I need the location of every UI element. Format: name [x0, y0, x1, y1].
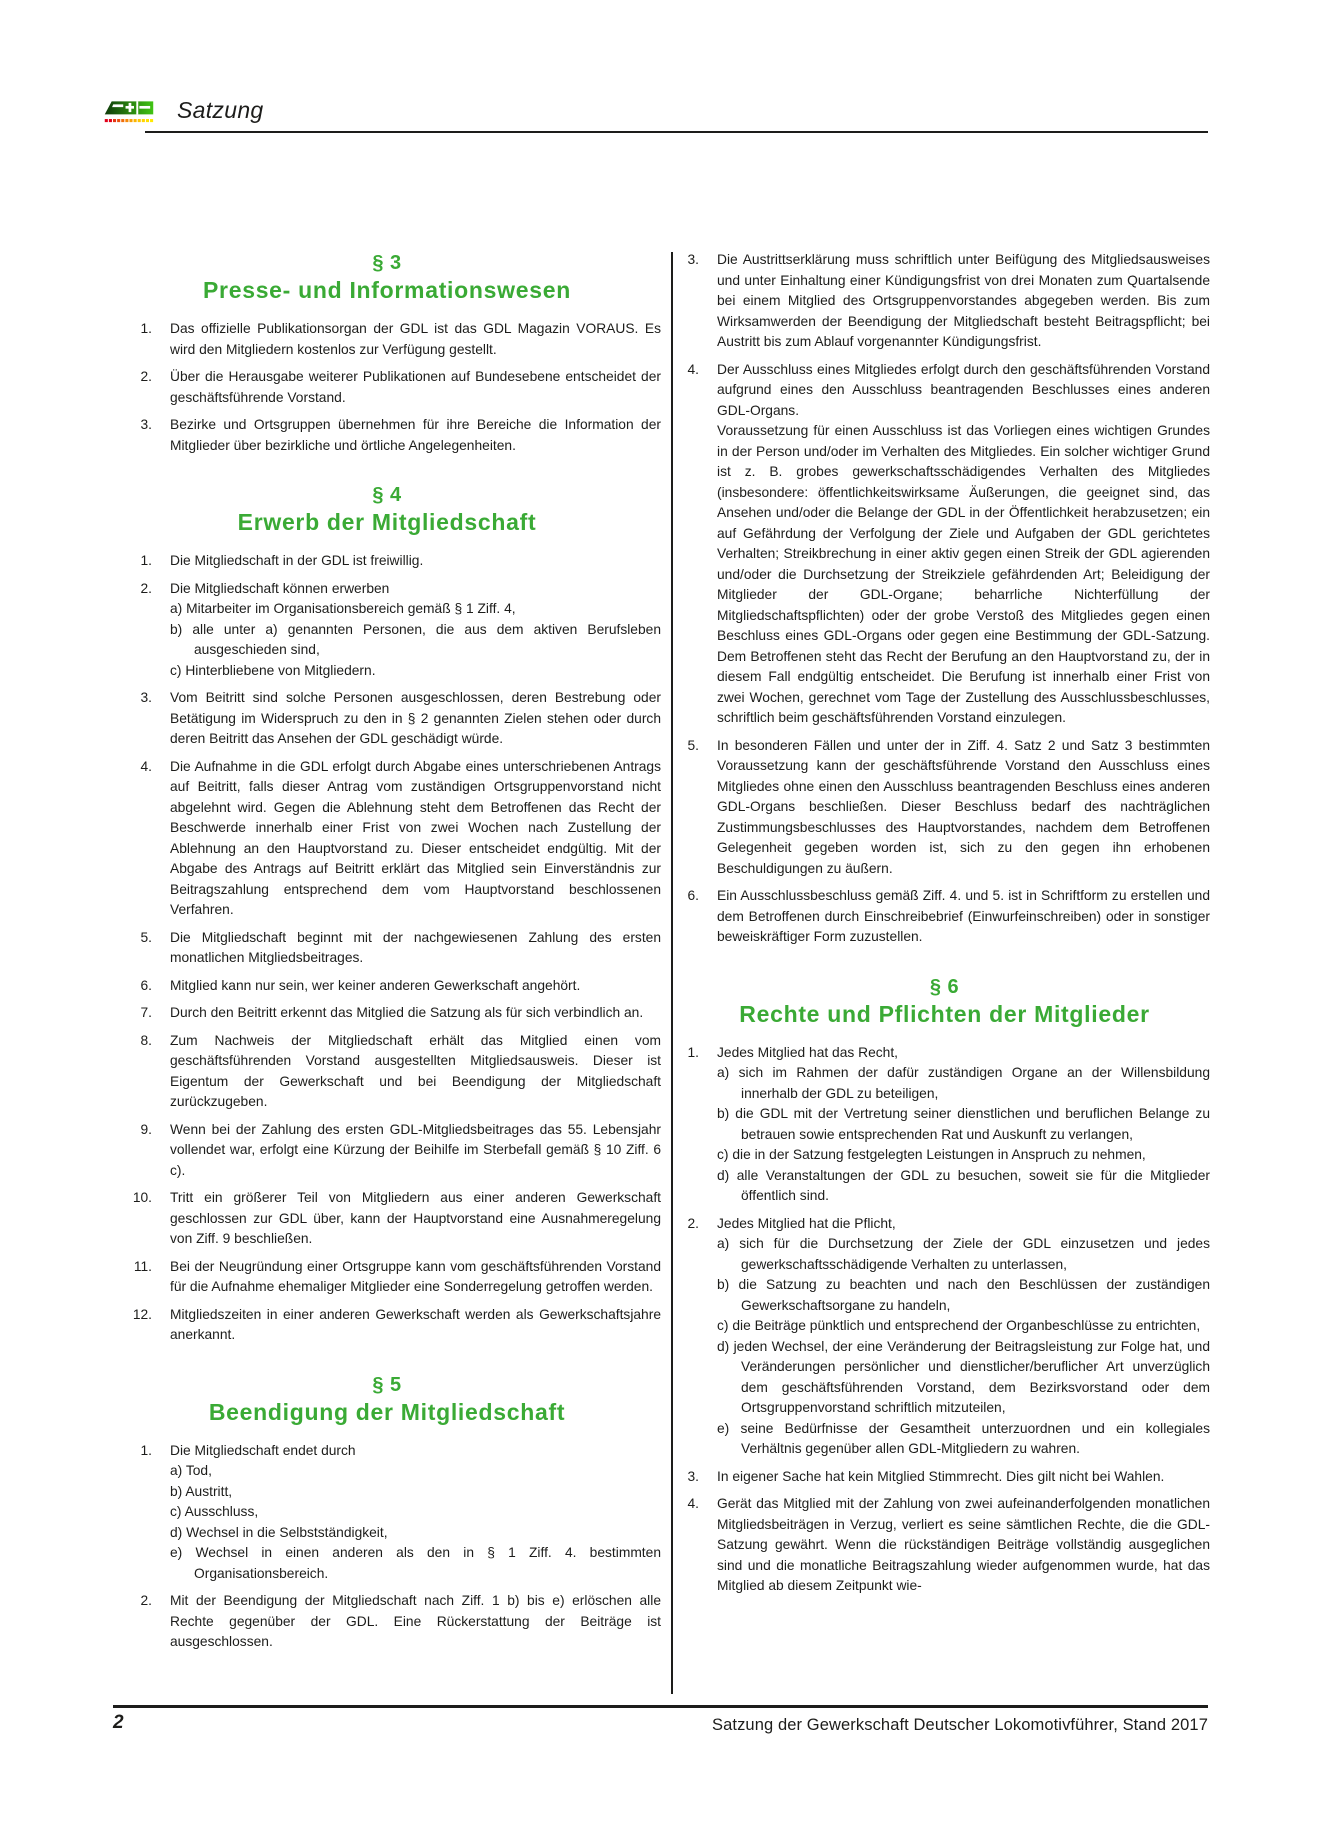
item-text: Die Mitgliedschaft beginnt mit der nachgewiesenen Zahlung des ersten monatlichen Mitgliedsbeitrages.: [170, 929, 661, 965]
item-number: 6.: [687, 888, 699, 903]
sub-item: a) sich im Rahmen der dafür zuständigen Organe an der Willensbildung innerhalb der GDL zu beteiligen,: [717, 1065, 1210, 1101]
item-number: 2.: [687, 1215, 699, 1231]
item-text: Durch den Beitritt erkennt das Mitglied die Satzung als für sich verbindlich an.: [170, 1005, 644, 1020]
item-text: Ein Ausschlussbeschluss gemäß Ziff. 4. und 5. ist in Schriftform zu erstellen und dem Betroffenen durch Einschreibebrief (Einwurfeinschreiben) oder in sonstiger beweiskräftiger Form zuzustellen.: [717, 888, 1210, 944]
item-body: [717, 736, 1210, 880]
item-body: [170, 1257, 661, 1298]
sub-item: d) Wechsel in die Selbstständigkeit,: [170, 1524, 388, 1540]
list-item: [113, 976, 661, 997]
item-body: [170, 1441, 661, 1585]
list-item: [679, 886, 1210, 948]
sub-item: d) alle Veranstaltungen der GDL zu besuchen, soweit sie für die Mitglieder öffentlich sind.: [717, 1167, 1210, 1203]
page-header-title: Satzung: [177, 97, 264, 123]
list-item: [113, 1031, 661, 1113]
item-body: [717, 1043, 1210, 1207]
list-item: [113, 1305, 661, 1346]
item-body: [170, 928, 661, 969]
item-number: 3.: [140, 417, 152, 432]
item-body: [170, 1003, 661, 1024]
section-title: Beendigung der Mitgliedschaft: [208, 1398, 566, 1425]
item-body: [170, 976, 661, 997]
list-item: [113, 1591, 661, 1653]
item-number: 1.: [687, 1044, 699, 1060]
list-item: [679, 736, 1210, 880]
item-text: Vom Beitritt sind solche Personen ausgeschlossen, deren Bestrebung oder Betätigung im Widerspruch zu den in § 2 genannten Zielen stehen oder durch deren Beitritt das Ansehen der GDL geschädigt würde.: [170, 690, 661, 746]
list-item: [113, 1120, 661, 1182]
section-heading: [679, 976, 1210, 1029]
logo-square: [105, 119, 108, 122]
section-heading: [113, 1374, 661, 1427]
item-text: Die Mitgliedschaft endet durch: [170, 1442, 356, 1458]
item-body: [170, 757, 661, 921]
section-number: § 4: [372, 484, 402, 506]
item-text: Gerät das Mitglied mit der Zahlung von zwei aufeinanderfolgenden monatlichen Mitgliedsbeiträgen in Verzug, verliert es seine sämtlichen Rechte, die die GDL-Satzung gewährt. Wenn die rückständigen Beiträge vollständig ausgeglichen sind und die monatliche Beitragszahlung wieder aufgenommen wurde, hat das Mitglied ab diesem Zeitpunkt wie-: [717, 1496, 1210, 1593]
item-body: [170, 1188, 661, 1250]
item-number: 2.: [140, 1593, 152, 1608]
logo-square: [113, 119, 116, 122]
sub-item: e) Wechsel in einen anderen als den in § 1 Ziff. 4. bestimmten Organisationsbereich.: [170, 1545, 661, 1581]
item-number: 11.: [133, 1258, 152, 1274]
item-number: 3.: [687, 1468, 699, 1484]
section-number: § 3: [372, 252, 402, 274]
item-text: In besonderen Fällen und unter der in Ziff. 4. Satz 2 und Satz 3 bestimmten Voraussetzung kann der geschäftsführende Vorstand den Ausschluss eines Mitgliedes ohne einen den Ausschluss beantragenden Beschluss eines anderen GDL-Organs beschließen. Dieser Beschluss bedarf des nachträglichen Zustimmungsbeschlusses des Hauptvorstandes, nachdem dem Betroffenen Gelegenheit gegeben worden ist, sich zu den gegen ihn erhobenen Beschuldigungen zu äußern.: [717, 737, 1210, 876]
section-title: Rechte und Pflichten der Mitglieder: [739, 1000, 1150, 1027]
item-number: 2.: [140, 580, 152, 596]
list-item: [113, 1003, 661, 1024]
list-item: [679, 1494, 1210, 1597]
item-text: Voraussetzung für einen Ausschluss ist das Vorliegen eines wichtigen Grundes in der Person und/oder im Verhalten des Mitgliedes. Ein solcher wichtiger Grund ist z. B. grobes gewerkschaftsschädigendes Verhalten des Mitgliedes (insbesondere: öffentlichkeitswirksame Äußerungen, die geeignet sind, das Ansehen und/oder die Belange der GDL in der Öffentlichkeit herabzusetzen; ein auf Gefährdung der Verfolgung der Ziele und Aufgaben der GDL gerichtetes Verhalten; Streikbrechung in einer aktiv gegen einen Streik der GDL agierenden und/oder die Durchsetzung der Streikziele gefährdenden Art; Beleidigung der Mitglieder der GDL-Organe; beharrliche Nichterfüllung der Mitgliedschaftspflichten) oder der grobe Verstoß des Mitgliedes gegen einen Beschluss eines GDL-Organs oder gegen eine Bestimmung der GDL-Satzung. Dem Betroffenen steht das Recht der Berufung an den Hauptvorstand zu, der in diesem Fall endgültig entscheidet. Die Berufung ist innerhalb einer Frist von zwei Wochen, gerechnet vom Tage der Zustellung des Ausschlussbeschlusses, schriftlich beim geschäftsführenden Vorstand einzulegen.: [717, 423, 1210, 725]
sub-item: a) Tod,: [170, 1463, 212, 1478]
item-body: [170, 551, 661, 572]
logo-square: [129, 119, 132, 122]
sub-item: b) Austritt,: [170, 1483, 233, 1499]
section-number: § 6: [929, 975, 960, 998]
logo-square: [121, 119, 124, 122]
logo-square: [138, 119, 141, 122]
sub-item: e) seine Bedürfnisse der Gesamtheit unterzuordnen und ein kollegiales Verhältnis gegenüber allen GDL-Mitgliedern zu wahren.: [717, 1420, 1210, 1456]
item-number: 4.: [140, 758, 152, 774]
item-text: Bezirke und Ortsgruppen übernehmen für ihre Bereiche die Information der Mitglieder über bezirkliche und örtliche Angelegenheiten.: [170, 417, 661, 453]
list-item: [113, 415, 661, 456]
item-text: Das offizielle Publikationsorgan der GDL ist das GDL Magazin VORAUS. Es wird den Mitgliedern kostenlos zur Verfügung gestellt.: [170, 321, 661, 357]
item-body: [717, 360, 1210, 729]
sub-item: c) die Beiträge pünktlich und entsprechend der Organbeschlüsse zu entrichten,: [717, 1318, 1201, 1333]
item-text: Jedes Mitglied hat das Recht,: [717, 1044, 898, 1060]
item-number: 3.: [687, 252, 699, 267]
item-text: Mitglied kann nur sein, wer keiner anderen Gewerkschaft angehört.: [170, 977, 581, 993]
item-text: Die Aufnahme in die GDL erfolgt durch Abgabe eines unterschriebenen Antrags auf Beitritt, falls dieser Antrag vom zuständigen Ortsgruppenvorstand nicht abgelehnt wird. Gegen die Ablehnung steht dem Betroffenen das Recht der Beschwerde innerhalb einer Frist von zwei Wochen nach Zustellung der Ablehnung an den Hauptvorstand zu. Dieser entscheidet endgültig. Mit der Abgabe des Antrags auf Beitritt erklärt das Mitglied sein Einverständnis zur Beitragszahlung entsprechend dem vom Hauptvorstand beschlossenen Verfahren.: [170, 758, 661, 917]
sub-item: b) die Satzung zu beachten und nach den Beschlüssen der zuständigen Gewerkschaftsorgane zu handeln,: [717, 1277, 1210, 1313]
section-heading: [113, 484, 661, 537]
item-number: 5.: [687, 737, 699, 753]
item-number: 3.: [140, 690, 152, 705]
item-text: In eigener Sache hat kein Mitglied Stimmrecht. Dies gilt nicht bei Wahlen.: [717, 1468, 1165, 1484]
list-item: [679, 1043, 1210, 1207]
column-divider: [671, 252, 673, 1694]
item-body: [170, 1031, 661, 1113]
item-number: 4.: [687, 1496, 699, 1511]
footer-text: Satzung der Gewerkschaft Deutscher Lokomotivführer, Stand 2017: [712, 1716, 1208, 1734]
logo-square: [146, 119, 149, 122]
item-body: [170, 688, 661, 750]
logo-square: [109, 119, 112, 122]
item-number: 12.: [132, 1306, 152, 1322]
logo-square: [134, 119, 137, 122]
section-title: Presse- und Informationswesen: [203, 277, 571, 303]
item-text: Bei der Neugründung einer Ortsgruppe kann vom geschäftsführenden Vorstand für die Aufnahme ehemaliger Mitglieder eine Sonderregelung getroffen werden.: [170, 1258, 661, 1294]
sub-item: a) sich für die Durchsetzung der Ziele der GDL einzusetzen und jedes gewerkschaftsschädigende Verhalten zu unterlassen,: [717, 1236, 1210, 1272]
list-item: [113, 1441, 661, 1585]
item-number: 9.: [140, 1121, 152, 1137]
item-text: Mitgliedszeiten in einer anderen Gewerkschaft werden als Gewerkschaftsjahre anerkannt.: [170, 1306, 661, 1342]
item-number: 4.: [687, 361, 699, 377]
page-number: 2: [113, 1712, 124, 1733]
item-text: Mit der Beendigung der Mitgliedschaft nach Ziff. 1 b) bis e) erlöschen alle Rechte gegenüber der GDL. Eine Rückerstattung der Beiträge ist ausgeschlossen.: [170, 1593, 661, 1649]
sub-item: c) die in der Satzung festgelegten Leistungen in Anspruch zu nehmen,: [717, 1147, 1146, 1162]
item-body: [170, 319, 661, 360]
sub-item: c) Ausschluss,: [170, 1504, 259, 1519]
item-text: Die Mitgliedschaft in der GDL ist freiwillig.: [170, 553, 424, 568]
sub-item: c) Hinterbliebene von Mitgliedern.: [170, 662, 376, 678]
item-number: 8.: [140, 1032, 152, 1048]
item-body: [170, 415, 661, 456]
section-number: § 5: [372, 1373, 402, 1396]
sub-item: d) jeden Wechsel, der eine Veränderung der Beitragsleistung zur Folge hat, und Veränderungen persönlicher und dienstlicher/beruflicher Art unverzüglich dem geschäftsführenden Vorstand, dem Bezirksvorstand oder dem Ortsgruppenvorstand schriftlich mitzuteilen,: [717, 1338, 1210, 1415]
logo-square: [125, 119, 128, 122]
left-column: [113, 250, 661, 1698]
item-text: Wenn bei der Zahlung des ersten GDL-Mitgliedsbeitrages das 55. Lebensjahr vollendet war, erfolgt eine Kürzung der Beihilfe im Sterbefall gemäß § 10 Ziff. 6 c).: [170, 1121, 661, 1178]
logo-train: [105, 101, 153, 114]
item-text: Jedes Mitglied hat die Pflicht,: [717, 1215, 896, 1231]
item-body: [170, 1305, 661, 1346]
list-item: [113, 367, 661, 408]
sub-item: b) die GDL mit der Vertretung seiner dienstlichen und beruflichen Belange zu betrauen sowie entsprechenden Rat und Auskunft zu verlangen,: [717, 1106, 1210, 1142]
item-text: Tritt ein größerer Teil von Mitgliedern aus einer anderen Gewerkschaft geschlossen zur GDL über, kann der Hauptvorstand eine Ausnahmeregelung von Ziff. 9 beschließen.: [170, 1190, 661, 1246]
list-item: [679, 1467, 1210, 1488]
header-rule: [145, 131, 1208, 133]
item-text: Über die Herausgabe weiterer Publikationen auf Bundesebene entscheidet der geschäftsführende Vorstand.: [170, 369, 661, 405]
section-heading: [113, 252, 661, 305]
sub-item: b) alle unter a) genannten Personen, die aus dem aktiven Berufsleben ausgeschieden sind,: [170, 621, 661, 657]
item-number: 1.: [140, 321, 152, 336]
item-body: [717, 1467, 1210, 1488]
item-body: [717, 1214, 1210, 1460]
item-number: 6.: [140, 977, 152, 993]
sub-item: a) Mitarbeiter im Organisationsbereich gemäß § 1 Ziff. 4,: [170, 601, 516, 616]
list-item: [113, 688, 661, 750]
list-item: [113, 1188, 661, 1250]
item-number: 1.: [140, 553, 152, 568]
item-body: [717, 250, 1210, 353]
item-body: [170, 1120, 661, 1182]
section-title: Erwerb der Mitgliedschaft: [237, 509, 537, 535]
item-body: [717, 1494, 1210, 1597]
list-item: [113, 1257, 661, 1298]
list-item: [679, 360, 1210, 729]
item-number: 10.: [132, 1190, 152, 1205]
logo-square: [142, 119, 145, 122]
list-item: [113, 579, 661, 682]
item-body: [717, 886, 1210, 948]
logo-squares: [105, 119, 153, 122]
item-text: Die Austrittserklärung muss schriftlich unter Beifügung des Mitgliedsausweises und unter Einhaltung einer Kündigungsfrist von drei Monaten zum Quartalsende bei einem Mitglied des Ortsgruppenvorstandes abgegeben werden. Bis zum Wirksamwerden der Beendigung der Mitgliedschaft besteht Beitragspflicht; bei Austritt bis zum Ablauf vorgenannter Kündigungsfrist.: [717, 252, 1210, 349]
item-number: 2.: [140, 369, 152, 384]
list-item: [113, 757, 661, 921]
item-number: 5.: [140, 929, 152, 945]
item-text: Die Mitgliedschaft können erwerben: [170, 580, 390, 596]
item-number: 7.: [140, 1005, 152, 1020]
list-item: [113, 928, 661, 969]
item-body: [170, 579, 661, 682]
list-item: [113, 319, 661, 360]
list-item: [679, 1214, 1210, 1460]
logo-square: [150, 119, 153, 122]
logo-square: [117, 119, 120, 122]
footer-rule: [113, 1705, 1208, 1708]
item-number: 1.: [140, 1442, 152, 1458]
item-body: [170, 367, 661, 408]
gdl-logo: [104, 100, 154, 125]
list-item: [113, 551, 661, 572]
item-body: [170, 1591, 661, 1653]
right-column: [679, 250, 1210, 1698]
statute-body: [113, 250, 1210, 1698]
list-item: [679, 250, 1210, 353]
item-text: Zum Nachweis der Mitgliedschaft erhält das Mitglied einen vom geschäftsführenden Vorstand ausgestellten Mitgliedsausweis. Dieser ist Eigentum der Gewerkschaft und bei Beendigung der Mitgliedschaft zurückzugeben.: [170, 1032, 661, 1109]
item-text: Der Ausschluss eines Mitgliedes erfolgt durch den geschäftsführenden Vorstand aufgrund eines den Ausschluss beantragenden Beschlusses eines anderen GDL-Organs.: [717, 361, 1210, 418]
